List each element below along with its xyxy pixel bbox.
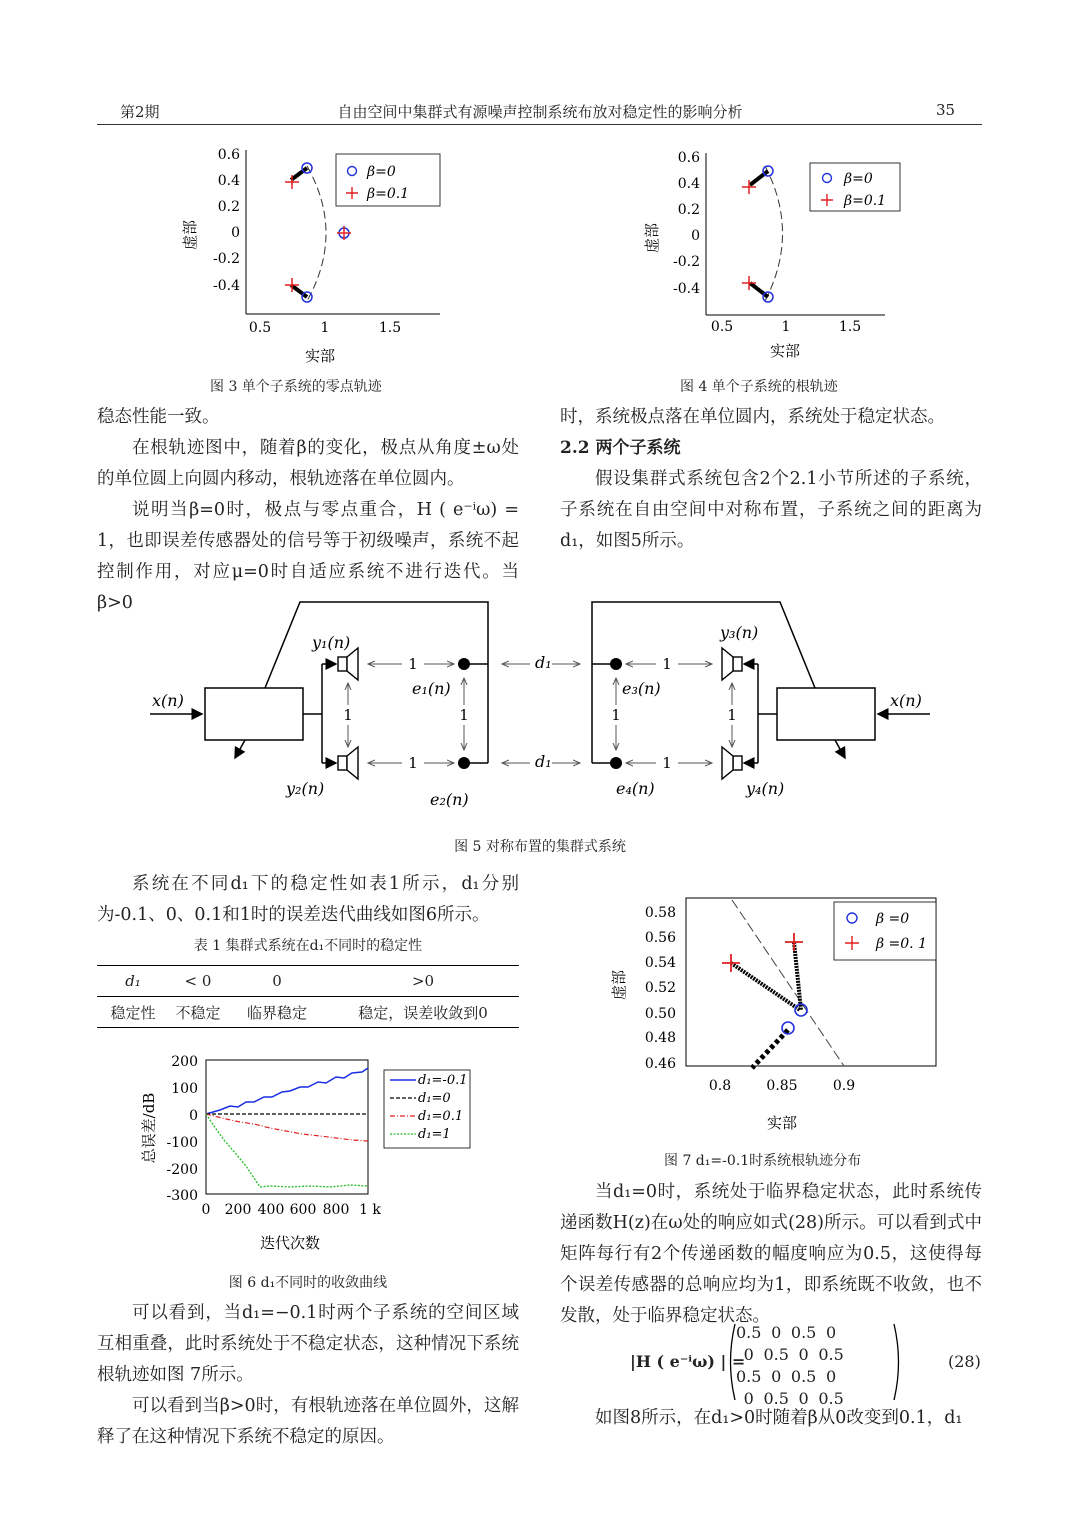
paragraph: 说明当β=0时，极点与零点重合，H ( e⁻ⁱω) = 1，也即误差传感器处的信号等于初级噪声，系统不起控制作用，对应μ=0时自适应系统不进行迭代。当β>0 — [97, 500, 519, 613]
left-top-text — [97, 402, 519, 619]
fig6-ytick: -100 — [166, 1135, 198, 1151]
label-gain: 1 — [662, 754, 672, 772]
fig7-plot — [600, 890, 960, 1140]
table-cell: < 0 — [184, 972, 212, 990]
fig6-axes-box — [206, 1060, 368, 1194]
fig3-xtick: 1.5 — [378, 320, 402, 336]
speaker-y2-icon — [347, 747, 358, 779]
fig7-ytick: 0.58 — [644, 905, 676, 921]
fig4-ytick: -0.2 — [673, 254, 700, 270]
fig4-ytick: 0 — [691, 228, 700, 244]
fig4-legend-label: β=0 — [844, 171, 873, 187]
table-cell: 临界稳定 — [246, 1003, 307, 1022]
left-mid-text — [97, 869, 519, 931]
paragraph: 稳态性能一致。 — [97, 407, 220, 427]
fig4-ytick: 0.4 — [677, 176, 700, 192]
fig4-xticks — [711, 319, 861, 335]
fig4-locus-top — [750, 171, 768, 185]
matrix-cell: 0 — [743, 1345, 754, 1364]
reference-path-left — [265, 602, 488, 763]
fig3-ytick: 0.6 — [217, 147, 240, 163]
fig7-locus-branch — [752, 1030, 788, 1068]
fig7-plus-marker — [722, 954, 740, 972]
right-bottom-text — [560, 1177, 982, 1332]
table-cell: 稳定，误差收敛到0 — [358, 1003, 488, 1022]
fig7-legend-label: β =0 — [876, 911, 910, 927]
fig7-legend-label: β =0. 1 — [876, 936, 927, 952]
fig6-legend-label: d₁=1 — [418, 1127, 451, 1142]
fig3-unit-circle-arc — [307, 166, 326, 301]
label-gain: 1 — [408, 754, 418, 772]
label-gain: 1 — [611, 706, 621, 724]
speaker-y4-icon — [722, 747, 733, 779]
fig7-ytick: 0.52 — [644, 980, 676, 996]
fig6-xtick: 200 — [224, 1202, 252, 1218]
fig4-ytick: 0.2 — [677, 202, 700, 218]
matrix-cell: 0.5 — [763, 1345, 789, 1364]
fig6-ytick: -200 — [166, 1162, 198, 1178]
fig7-xlabel: 实部 — [766, 1114, 798, 1132]
label-d1: d₁ — [535, 653, 552, 672]
fig6-series-d1-1 — [206, 1114, 368, 1187]
fig4-plot — [630, 143, 910, 373]
fig7-ytick: 0.50 — [644, 1006, 676, 1022]
matrix-cell: 0 — [825, 1367, 837, 1386]
fig6-series-d1-0.1 — [206, 1114, 368, 1141]
table-cell: 0 — [272, 972, 282, 990]
table1-header-row — [97, 966, 519, 997]
speaker-y4-icon — [733, 756, 742, 770]
fig3-legend-label: β=0.1 — [367, 186, 410, 202]
fig4-xtick: 1.5 — [838, 319, 862, 335]
paragraph: 如图8所示，在d₁>0时随着β从0改变到0.1，d₁ — [595, 1408, 963, 1428]
fig6-xlabel: 迭代次数 — [259, 1234, 321, 1252]
label-y4: y₄(n) — [746, 779, 785, 798]
fig7-unit-circle-arc — [732, 900, 844, 1066]
paragraph: 当d₁=0时，系统处于临界稳定状态，此时系统传递函数H(z)在ω处的响应如式(28)所示。可以看到式中矩阵每行有2个传递函数的幅度响应为0.5，这使得每个误差传感器的总响应均为1，即系统既不收敛，也不发散，处于临界稳定状态。 — [560, 1182, 982, 1326]
label-d1: d₁ — [535, 752, 552, 771]
label-y3: y₃(n) — [720, 623, 759, 642]
label-e4: e₄(n) — [616, 779, 655, 798]
matrix-cell: 0.5 — [818, 1345, 844, 1364]
label-gain: 1 — [662, 655, 672, 673]
fig6-xtick: 1 k — [359, 1202, 381, 1218]
controller-left — [205, 688, 303, 740]
matrix-cell: 0.5 — [790, 1323, 817, 1342]
fig7-ytick: 0.56 — [644, 930, 676, 946]
fig7-ytick: 0.46 — [644, 1056, 676, 1072]
speaker-y3-icon — [722, 648, 733, 680]
fig4-xlabel: 实部 — [769, 342, 801, 360]
equation-lhs: |H ( e⁻ⁱω) | = — [630, 1352, 746, 1371]
paragraph: 在根轨迹图中，随着β的变化，极点从角度±ω处的单位圆上向圆内移动，根轨迹落在单位圆内。 — [97, 438, 519, 489]
fig6-ytick: 200 — [171, 1054, 198, 1070]
running-title: 自由空间中集群式有源噪声控制系统布放对稳定性的影响分析 — [337, 103, 743, 121]
fig3-xticks — [249, 320, 401, 336]
fig4-ylabel: 虚部 — [643, 222, 661, 254]
table-cell: 稳定性 — [110, 1003, 156, 1022]
fig3-ytick: 0.2 — [217, 199, 240, 215]
speaker-y2-icon — [338, 756, 347, 770]
fig4-legend-label: β=0.1 — [844, 193, 887, 209]
fig3-plus-marker — [337, 226, 351, 240]
paragraph: 系统在不同d₁下的稳定性如表1所示，d₁分别为-0.1、0、0.1和1时的误差迭代曲线如图6所示。 — [97, 874, 519, 925]
fig4-yticks — [673, 150, 700, 297]
speaker-y1-icon — [347, 648, 358, 680]
matrix-cell: 0.5 — [736, 1323, 762, 1342]
fig3-ytick: -0.2 — [213, 251, 240, 267]
fig3-xtick: 1 — [320, 320, 330, 336]
fig3-locus-top — [291, 168, 307, 180]
matrix-cell: 0.5 — [818, 1389, 844, 1408]
fig7-caption: 图 7 d₁=-0.1时系统根轨迹分布 — [664, 1153, 862, 1169]
label-gain: 1 — [343, 706, 353, 724]
matrix-cell: 0 — [771, 1323, 782, 1342]
paragraph: 时，系统极点落在单位圆内，系统处于稳定状态。 — [560, 407, 945, 427]
page-number: 35 — [936, 101, 956, 119]
fig4-ytick: 0.6 — [677, 150, 700, 166]
fig7-xtick: 0.9 — [832, 1078, 856, 1094]
fig4-caption: 图 4 单个子系统的根轨迹 — [680, 379, 838, 395]
matrix-cell: 0 — [798, 1389, 809, 1408]
fig3-yticks — [213, 147, 240, 294]
section-heading: 2.2 两个子系统 — [560, 438, 681, 458]
fig7-ylabel: 虚部 — [610, 969, 628, 1001]
fig7-locus-branch — [794, 942, 801, 1010]
fig6-legend-label: d₁=0.1 — [418, 1109, 464, 1124]
fig7-ytick: 0.48 — [644, 1030, 676, 1046]
label-gain: 1 — [727, 706, 737, 724]
fig5-diagram — [140, 590, 940, 820]
fig5-caption: 图 5 对称布置的集群式系统 — [454, 839, 626, 855]
header-rule — [97, 124, 982, 125]
left-bottom-text — [97, 1298, 519, 1453]
table1-caption: 表 1 集群式系统在d₁不同时的稳定性 — [193, 938, 423, 954]
fig7-xtick: 0.8 — [708, 1078, 732, 1094]
fig6-ytick: 100 — [171, 1081, 198, 1097]
fig3-plot — [170, 140, 450, 370]
fig7-locus-branch — [731, 963, 800, 1010]
right-bottom-text-2 — [560, 1403, 982, 1434]
paragraph: 可以看到当β>0时，有根轨迹落在单位圆外，这解释了在这种情况下系统不稳定的原因。 — [97, 1396, 519, 1447]
fig7-xtick: 0.85 — [766, 1078, 798, 1094]
right-top-text — [560, 402, 982, 557]
label-x-right: x(n) — [890, 691, 922, 710]
fig3-ytick: 0.4 — [217, 173, 240, 189]
matrix-cell: 0 — [771, 1367, 782, 1386]
fig7-plus-marker — [785, 933, 803, 951]
controller-right — [777, 688, 875, 740]
sensor-e3-icon — [610, 658, 622, 670]
fig4-ytick: -0.4 — [673, 281, 700, 297]
label-y2: y₂(n) — [286, 779, 325, 798]
label-gain: 1 — [459, 706, 469, 724]
fig6-plot — [130, 1050, 490, 1255]
speaker-y3-icon — [733, 657, 742, 671]
fig3-caption: 图 3 单个子系统的零点轨迹 — [210, 379, 382, 395]
adapt-arrow-left — [235, 740, 245, 758]
right-paren-icon — [892, 1322, 904, 1402]
label-y1: y₁(n) — [312, 633, 351, 652]
fig6-legend-label: d₁=0 — [418, 1091, 451, 1106]
fig6-xtick: 0 — [201, 1202, 211, 1218]
fig3-locus-bottom — [291, 285, 307, 297]
fig6-xtick: 600 — [289, 1202, 317, 1218]
matrix-cell: 0.5 — [736, 1367, 762, 1386]
fig3-ytick: -0.4 — [213, 278, 240, 294]
adapt-arrow-right — [835, 740, 845, 758]
fig6-series-d1-minus0.1 — [206, 1068, 368, 1114]
fig6-ytick: -300 — [166, 1188, 198, 1204]
fig6-xtick: 400 — [257, 1202, 285, 1218]
matrix — [735, 1322, 845, 1410]
fig3-xlabel: 实部 — [304, 347, 336, 365]
table-cell: >0 — [411, 972, 435, 990]
label-x-left: x(n) — [152, 691, 184, 710]
fig6-caption: 图 6 d₁不同时的收敛曲线 — [228, 1275, 388, 1291]
fig6-ytick: 0 — [189, 1108, 198, 1124]
label-e2: e₂(n) — [430, 790, 469, 809]
fig3-xtick: 0.5 — [248, 320, 272, 336]
matrix-cell: 0.5 — [763, 1389, 789, 1408]
table-cell: 不稳定 — [175, 1003, 221, 1022]
fig3-ylabel: 虚部 — [181, 219, 199, 251]
matrix-cell: 0 — [825, 1323, 837, 1342]
fig3-ytick: 0 — [231, 225, 240, 241]
sensor-e1-icon — [458, 658, 470, 670]
paragraph: 可以看到，当d₁=−0.1时两个子系统的空间区域互相重叠，此时系统处于不稳定状态，这种情况下系统根轨迹如图 7所示。 — [97, 1303, 519, 1385]
matrix-cell: 0.5 — [790, 1367, 817, 1386]
fig4-locus-bottom — [750, 283, 768, 297]
sensor-e2-icon — [458, 757, 470, 769]
label-e1: e₁(n) — [412, 679, 451, 698]
fig3-legend-label: β=0 — [367, 164, 396, 180]
table-cell: d₁ — [125, 972, 141, 990]
matrix-cell: 0 — [798, 1345, 809, 1364]
fig4-xtick: 0.5 — [710, 319, 734, 335]
fig4-unit-circle-arc — [765, 166, 783, 301]
fig7-ytick: 0.54 — [644, 955, 676, 971]
fig6-ylabel: 总误差/dB — [140, 1092, 158, 1164]
speaker-y1-icon — [338, 657, 347, 671]
paragraph: 假设集群式系统包含2个2.1小节所述的子系统，子系统在自由空间中对称布置，子系统之间的距离为d₁，如图5所示。 — [560, 469, 982, 551]
journal-issue: 第2期 — [120, 103, 160, 121]
fig6-legend-label: d₁=-0.1 — [418, 1073, 468, 1088]
table1-row — [97, 997, 519, 1028]
equation-number: (28) — [948, 1352, 981, 1371]
sensor-e4-icon — [610, 757, 622, 769]
fig4-xtick: 1 — [781, 319, 791, 335]
matrix-cell: 0 — [743, 1389, 754, 1408]
table1 — [97, 965, 519, 1028]
fig6-xtick: 800 — [322, 1202, 350, 1218]
label-e3: e₃(n) — [622, 679, 661, 698]
label-gain: 1 — [408, 655, 418, 673]
